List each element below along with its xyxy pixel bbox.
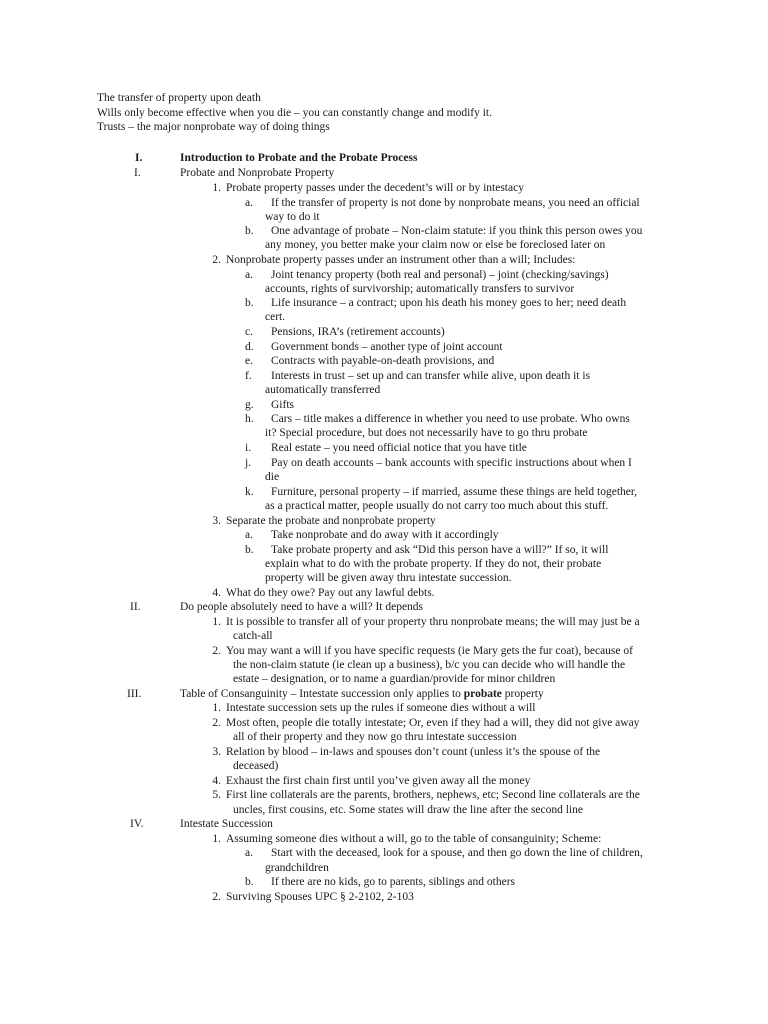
outline-text bbox=[271, 224, 642, 239]
outline-text bbox=[265, 282, 574, 297]
outline-text bbox=[265, 426, 588, 441]
outline-marker: I. bbox=[134, 167, 141, 179]
outline-text-body: Table of Consanguinity – Intestate succession only applies to bbox=[180, 688, 461, 700]
outline-text bbox=[226, 745, 600, 760]
outline-text bbox=[265, 310, 285, 325]
outline-text-body: Government bonds – another type of joint account bbox=[271, 341, 503, 353]
outline-text-body: Pensions, IRA’s (retirement accounts) bbox=[271, 326, 445, 338]
outline-text-body: Cars – title makes a difference in whether you need to use probate. Who owns bbox=[271, 413, 630, 425]
outline-marker: a. bbox=[245, 529, 253, 541]
outline-text-body: It is possible to transfer all of your property thru nonprobate means; the will may just be a bbox=[226, 616, 640, 628]
outline-text bbox=[271, 354, 494, 369]
outline-marker: 2. bbox=[212, 891, 221, 903]
outline-text-body: die bbox=[265, 471, 280, 483]
outline-marker: c. bbox=[245, 326, 253, 338]
outline-text-body: catch-all bbox=[233, 630, 273, 642]
outline-text bbox=[271, 441, 527, 456]
outline-text-body: If there are no kids, go to parents, siblings and others bbox=[271, 876, 515, 888]
outline-marker: 1. bbox=[212, 702, 221, 714]
outline-text-body: Life insurance – a contract; upon his death his money goes to her; need death bbox=[271, 297, 627, 309]
outline-text-body: the non-claim statute (ie clean up a business), b/c you can decide who will handle the bbox=[233, 659, 626, 671]
intro-line: Trusts – the major nonprobate way of doing things bbox=[97, 121, 330, 133]
outline-marker: II. bbox=[130, 601, 141, 613]
outline-marker: 1. bbox=[212, 616, 221, 628]
outline-text-body: Most often, people die totally intestate; Or, even if they had a will, they did not give away bbox=[226, 717, 640, 729]
outline-text bbox=[226, 716, 639, 731]
outline-text-body: Take nonprobate and do away with it accordingly bbox=[271, 529, 499, 541]
outline-marker: b. bbox=[245, 544, 254, 556]
outline-text bbox=[271, 543, 608, 558]
outline-marker: g. bbox=[245, 399, 254, 411]
outline-text-body: Real estate – you need official notice that you have title bbox=[271, 442, 527, 454]
outline-marker: 2. bbox=[212, 254, 221, 266]
outline-marker: 3. bbox=[212, 515, 221, 527]
outline-text-body: Joint tenancy property (both real and personal) – joint (checking/savings) bbox=[271, 269, 609, 281]
outline-text-body: Introduction to Probate and the Probate Process bbox=[180, 152, 418, 164]
outline-text-body: any money, you better make your claim now or else be foreclosed later on bbox=[265, 239, 606, 251]
outline-marker: a. bbox=[245, 847, 253, 859]
outline-text-body: way to do it bbox=[265, 211, 320, 223]
outline-text bbox=[265, 861, 329, 876]
outline-marker: a. bbox=[245, 197, 253, 209]
outline-marker: e. bbox=[245, 355, 253, 367]
outline-text bbox=[226, 615, 640, 630]
outline-text-body: First line collaterals are the parents, brothers, nephews, etc; Second line collaterals are the bbox=[226, 789, 640, 801]
outline-text bbox=[265, 383, 380, 398]
outline-text-body: all of their property and they now go thru intestate succession bbox=[233, 731, 517, 743]
outline-text-body: Interests in trust – set up and can transfer while alive, upon death it is bbox=[271, 370, 591, 382]
outline-text-body: Probate and Nonprobate Property bbox=[180, 167, 335, 179]
outline-text bbox=[226, 514, 436, 529]
outline-text bbox=[233, 759, 278, 774]
outline-text-body: Surviving Spouses UPC § 2-2102, 2-103 bbox=[226, 891, 414, 903]
outline-text-body: automatically transferred bbox=[265, 384, 381, 396]
outline-text bbox=[233, 629, 273, 644]
outline-text bbox=[265, 470, 279, 485]
outline-text bbox=[265, 557, 601, 572]
outline-text-body: estate – designation, or to name a guardian/provide for minor children bbox=[233, 673, 556, 685]
outline-text-body: deceased) bbox=[233, 760, 279, 772]
outline-text bbox=[265, 238, 605, 253]
outline-text bbox=[180, 687, 544, 702]
outline-text bbox=[271, 268, 609, 283]
outline-text-body: Do people absolutely need to have a will? It depends bbox=[180, 601, 424, 613]
emphasized-term: probate bbox=[463, 688, 502, 700]
intro-line: The transfer of property upon death bbox=[97, 92, 261, 104]
outline-text bbox=[180, 817, 273, 832]
outline-text bbox=[271, 398, 294, 413]
outline-text-body: Probate property passes under the decedent’s will or by intestacy bbox=[226, 182, 524, 194]
outline-text bbox=[271, 296, 626, 311]
outline-text bbox=[265, 571, 512, 586]
outline-text bbox=[271, 196, 640, 211]
outline-text bbox=[180, 600, 423, 615]
outline-text bbox=[271, 325, 445, 340]
outline-text bbox=[271, 412, 630, 427]
outline-marker: a. bbox=[245, 269, 253, 281]
outline-text bbox=[180, 166, 334, 181]
outline-text bbox=[271, 875, 515, 890]
outline-text bbox=[271, 485, 637, 500]
outline-text bbox=[265, 499, 608, 514]
outline-text bbox=[271, 369, 590, 384]
outline-text-body: Contracts with payable-on-death provisions, and bbox=[271, 355, 495, 367]
outline-text-body: grandchildren bbox=[265, 862, 329, 874]
outline-marker: j. bbox=[245, 457, 252, 469]
outline-text bbox=[226, 701, 535, 716]
outline-text-body: it? Special procedure, but does not necessarily have to go thru probate bbox=[265, 427, 588, 439]
outline-marker: 1. bbox=[212, 182, 221, 194]
outline-text-body: uncles, first cousins, etc. Some states will draw the line after the second line bbox=[233, 804, 584, 816]
outline-text bbox=[271, 456, 632, 471]
outline-text-body: Exhaust the first chain first until you’ve given away all the money bbox=[226, 775, 531, 787]
intro-line: Wills only become effective when you die – you can constantly change and modify it. bbox=[97, 107, 493, 119]
outline-marker: b. bbox=[245, 225, 254, 237]
outline-text-body: property will be given away thru intestate succession. bbox=[265, 572, 512, 584]
outline-text-body: Nonprobate property passes under an instrument other than a will; Includes: bbox=[226, 254, 576, 266]
outline-marker: 1. bbox=[212, 833, 221, 845]
outline-text-body: Intestate succession sets up the rules if someone dies without a will bbox=[226, 702, 536, 714]
outline-text bbox=[226, 890, 414, 905]
outline-text-body: Start with the deceased, look for a spouse, and then go down the line of children, bbox=[271, 847, 643, 859]
outline-text-body: Gifts bbox=[271, 399, 294, 411]
outline-text-body: You may want a will if you have specific requests (ie Mary gets the fur coat), because of bbox=[226, 645, 633, 657]
outline-text-tail: property bbox=[501, 688, 544, 700]
outline-text bbox=[226, 181, 524, 196]
outline-marker: h. bbox=[245, 413, 254, 425]
outline-marker: 2. bbox=[212, 645, 221, 657]
outline-text bbox=[226, 774, 530, 789]
outline-text-body: What do they owe? Pay out any lawful debts. bbox=[226, 587, 435, 599]
outline-text-body: cert. bbox=[265, 311, 286, 323]
outline-text bbox=[226, 832, 601, 847]
outline-text-body: Pay on death accounts – bank accounts with specific instructions about when I bbox=[271, 457, 632, 469]
outline-text-body: Take probate property and ask “Did this person have a will?” If so, it will bbox=[271, 544, 609, 556]
outline-text-body: Furniture, personal property – if married, assume these things are held together, bbox=[271, 486, 638, 498]
outline-marker: III. bbox=[127, 688, 142, 700]
outline-text-body: If the transfer of property is not done by nonprobate means, you need an official bbox=[271, 197, 640, 209]
outline-text bbox=[233, 658, 625, 673]
outline-marker: IV. bbox=[130, 818, 144, 830]
outline-text-body: One advantage of probate – Non-claim statute: if you think this person owes you bbox=[271, 225, 643, 237]
outline-marker: i. bbox=[245, 442, 252, 454]
outline-text bbox=[271, 340, 503, 355]
outline-text bbox=[226, 644, 633, 659]
outline-text bbox=[265, 210, 320, 225]
outline-text-body: Separate the probate and nonprobate property bbox=[226, 515, 436, 527]
outline-marker: 5. bbox=[212, 789, 221, 801]
outline-marker: 2. bbox=[212, 717, 221, 729]
outline-text-body: Assuming someone dies without a will, go to the table of consanguinity; Scheme: bbox=[226, 833, 602, 845]
outline-text bbox=[271, 846, 643, 861]
outline-marker: d. bbox=[245, 341, 254, 353]
outline-marker: f. bbox=[245, 370, 252, 382]
section-heading bbox=[180, 151, 417, 166]
outline-text-body: explain what to do with the probate property. If they do not, their probate bbox=[265, 558, 602, 570]
outline-text bbox=[233, 803, 583, 818]
outline-text-body: accounts, rights of survivorship; automatically transfers to survivor bbox=[265, 283, 575, 295]
outline-marker: 4. bbox=[212, 587, 221, 599]
outline-marker: I. bbox=[135, 152, 143, 164]
outline-text bbox=[233, 730, 517, 745]
outline-marker: 4. bbox=[212, 775, 221, 787]
outline-text-body: Intestate Succession bbox=[180, 818, 273, 830]
outline-text bbox=[233, 672, 555, 687]
outline-text bbox=[226, 788, 640, 803]
outline-marker: k. bbox=[245, 486, 254, 498]
outline-text bbox=[271, 528, 499, 543]
outline-text bbox=[226, 586, 435, 601]
outline-text-body: as a practical matter, people usually do not carry too much about this stuff. bbox=[265, 500, 609, 512]
outline-text-body: Relation by blood – in-laws and spouses don’t count (unless it’s the spouse of the bbox=[226, 746, 601, 758]
outline-marker: b. bbox=[245, 297, 254, 309]
outline-marker: b. bbox=[245, 876, 254, 888]
outline-text bbox=[226, 253, 575, 268]
outline-marker: 3. bbox=[212, 746, 221, 758]
